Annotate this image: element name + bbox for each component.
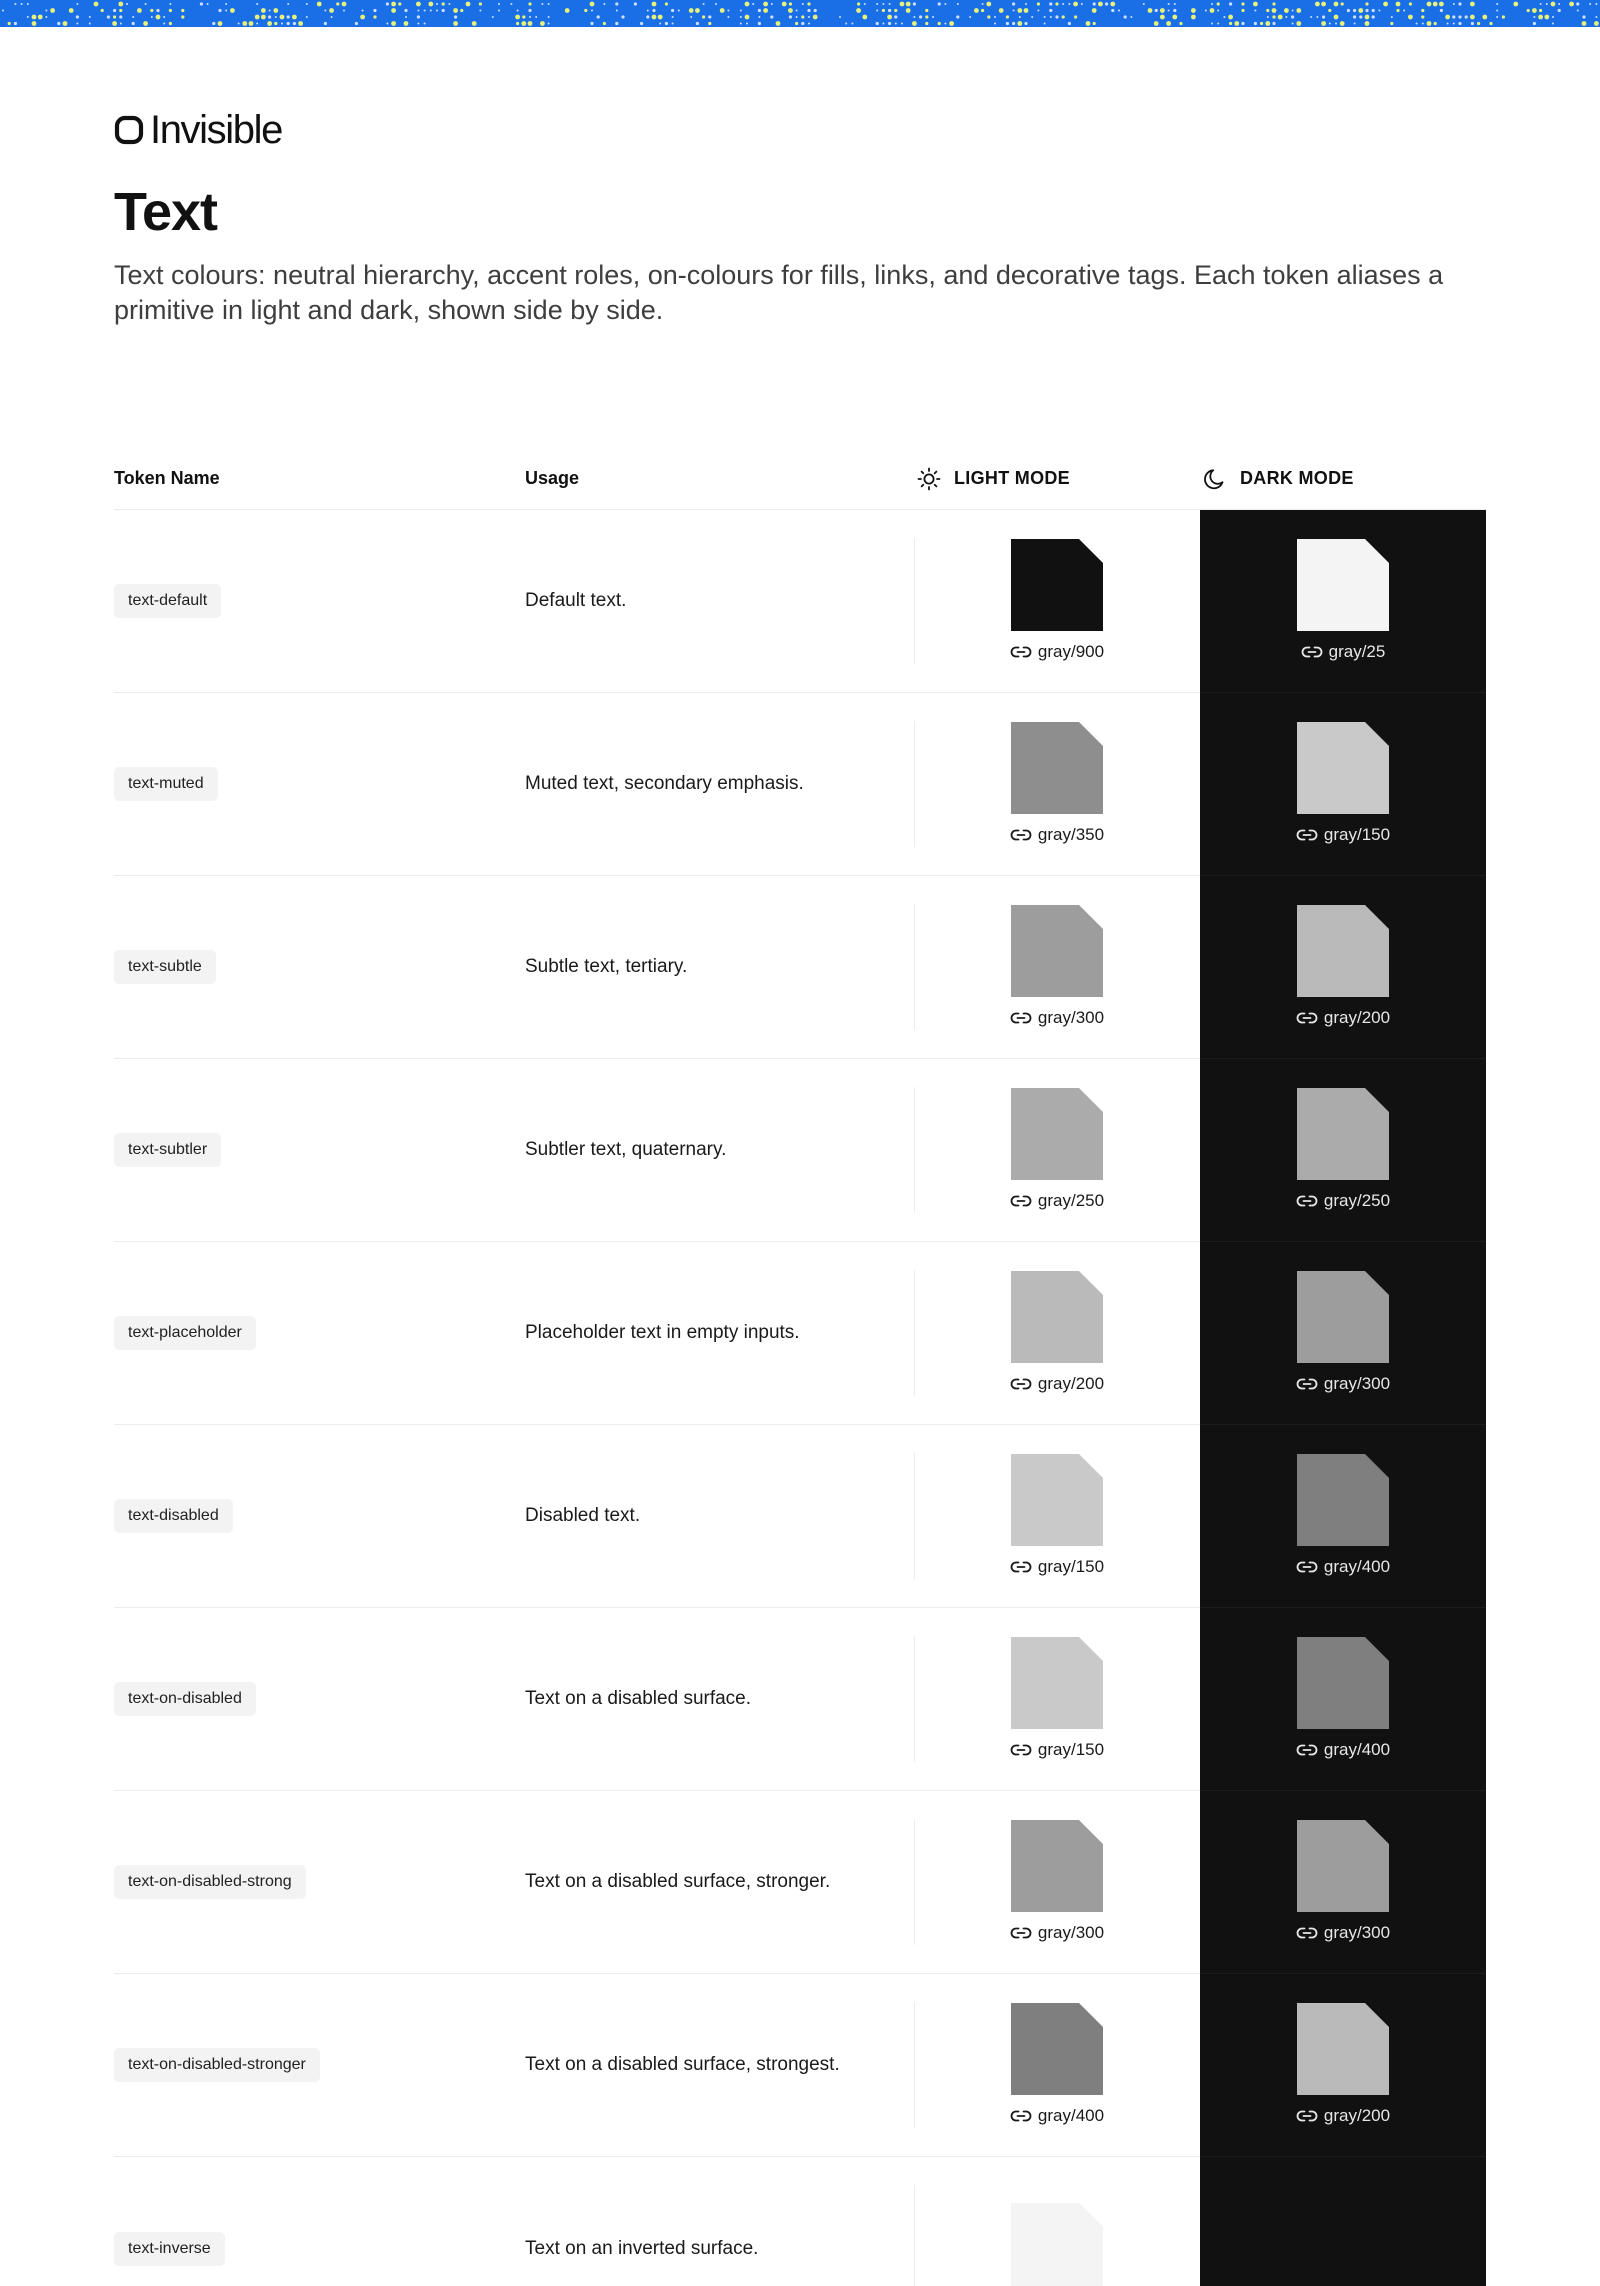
dark-primitive-ref: [1301, 641, 1386, 663]
dark-mode-cell: [1200, 1425, 1486, 1608]
light-primitive-ref: [1010, 1922, 1104, 1944]
link-icon: [1010, 1560, 1032, 1574]
usage-cell: Text on a disabled surface, stronger.: [525, 1871, 831, 1892]
table-row: [114, 1974, 1486, 2157]
dark-swatch: [1297, 1088, 1389, 1180]
token-cell: [114, 1425, 525, 1607]
light-primitive-ref: [1010, 824, 1104, 846]
link-icon: [1010, 1743, 1032, 1757]
light-ref-label: gray/200: [1037, 1374, 1105, 1393]
table-row: [114, 1425, 1486, 1608]
dark-swatch: [1297, 905, 1389, 997]
link-icon: [1301, 645, 1323, 659]
dark-mode-label: DARK MODE: [1240, 468, 1354, 488]
dark-primitive-ref: [1296, 1007, 1390, 1029]
link-icon: [1296, 1011, 1318, 1025]
dark-mode-cell: [1200, 876, 1486, 1059]
table-row: [114, 876, 1486, 1059]
light-mode-cell: [914, 1059, 1200, 1241]
top-banner: [0, 0, 1600, 27]
light-primitive-ref: [1010, 1373, 1104, 1395]
dark-ref-label: gray/25: [1328, 642, 1386, 661]
dark-swatch: [1297, 722, 1389, 814]
usage-cell: Text on a disabled surface.: [525, 1688, 752, 1709]
usage-cell: Text on an inverted surface.: [525, 2237, 759, 2259]
brand-logo: [114, 108, 282, 152]
light-mode-cell: [914, 1974, 1200, 2156]
dark-primitive-ref: [1296, 824, 1390, 846]
dark-swatch: [1297, 2003, 1389, 2095]
light-ref-label: gray/900: [1037, 642, 1105, 661]
link-icon: [1010, 2109, 1032, 2123]
usage-cell: Disabled text.: [525, 1505, 641, 1526]
light-swatch: [1011, 1271, 1103, 1363]
token-name: text-inverse: [114, 2232, 225, 2266]
link-icon: [1010, 1194, 1032, 1208]
table-row: [114, 1242, 1486, 1425]
light-swatch: [1011, 1088, 1103, 1180]
token-cell: [114, 1242, 525, 1424]
light-swatch: [1011, 722, 1103, 814]
dark-primitive-ref: [1296, 1190, 1390, 1212]
token-name: text-placeholder: [114, 1316, 256, 1350]
usage-cell: Default text.: [525, 590, 627, 611]
column-header-dark: [1200, 466, 1486, 492]
token-cell: [114, 1608, 525, 1790]
dark-mode-cell: [1200, 1059, 1486, 1242]
usage-cell: Placeholder text in empty inputs.: [525, 1322, 800, 1343]
light-mode-cell: [914, 2157, 1200, 2286]
token-name: text-on-disabled-stronger: [114, 2048, 320, 2082]
link-icon: [1010, 645, 1032, 659]
link-icon: [1296, 2109, 1318, 2123]
light-mode-cell: [914, 693, 1200, 875]
light-swatch: [1011, 1637, 1103, 1729]
dark-ref-label: gray/250: [1323, 1191, 1391, 1210]
dark-primitive-ref: [1296, 1739, 1390, 1761]
light-ref-label: gray/350: [1037, 825, 1105, 844]
dark-swatch: [1297, 1454, 1389, 1546]
light-mode-cell: [914, 510, 1200, 692]
light-primitive-ref: [1010, 1007, 1104, 1029]
column-header-token: Token Name: [114, 468, 220, 488]
token-name: text-on-disabled: [114, 1682, 256, 1716]
usage-cell: Muted text, secondary emphasis.: [525, 773, 804, 794]
link-icon: [1010, 1377, 1032, 1391]
table-row: [114, 1608, 1486, 1791]
light-primitive-ref: [1010, 2105, 1104, 2127]
page-description: Text colours: neutral hierarchy, accent roles, on-colours for fills, links, and decorative tags. Each token aliases a primitive in light and dark, shown side by side.: [114, 260, 1444, 325]
light-swatch: [1011, 1454, 1103, 1546]
dark-mode-cell: [1200, 1242, 1486, 1425]
dark-primitive-ref: [1296, 2105, 1390, 2127]
token-cell: [114, 1974, 525, 2156]
table-body: [114, 510, 1486, 2286]
token-cell: [114, 1059, 525, 1241]
dark-primitive-ref: [1296, 1922, 1390, 1944]
usage-cell: Text on a disabled surface, strongest.: [525, 2054, 840, 2075]
logo-mark-icon: [114, 115, 144, 145]
light-primitive-ref: [1010, 1739, 1104, 1761]
link-icon: [1296, 828, 1318, 842]
link-icon: [1296, 1743, 1318, 1757]
dark-swatch: [1297, 539, 1389, 631]
dark-ref-label: gray/200: [1323, 2106, 1391, 2125]
light-primitive-ref: [1010, 1190, 1104, 1212]
dark-swatch: [1297, 1271, 1389, 1363]
dark-ref-label: gray/300: [1323, 1923, 1391, 1942]
dark-mode-cell: [1200, 2157, 1486, 2286]
token-cell: [114, 693, 525, 875]
brand-name: Invisible: [150, 108, 282, 152]
sun-icon: [916, 466, 942, 492]
light-swatch: [1011, 905, 1103, 997]
table-row: [114, 1791, 1486, 1974]
light-mode-cell: [914, 876, 1200, 1058]
link-icon: [1296, 1926, 1318, 1940]
light-mode-cell: [914, 1242, 1200, 1424]
token-name: text-on-disabled-strong: [114, 1865, 306, 1899]
dark-ref-label: gray/300: [1323, 1374, 1391, 1393]
light-mode-cell: [914, 1425, 1200, 1607]
dark-mode-cell: [1200, 1791, 1486, 1974]
dark-mode-cell: [1200, 1974, 1486, 2157]
light-swatch: [1011, 2003, 1103, 2095]
usage-cell: Subtle text, tertiary.: [525, 956, 688, 977]
light-ref-label: gray/400: [1037, 2106, 1105, 2125]
token-name: text-muted: [114, 767, 218, 801]
light-swatch: [1011, 2203, 1103, 2286]
light-primitive-ref: [1010, 1556, 1104, 1578]
table-row: [114, 2157, 1486, 2286]
link-icon: [1296, 1377, 1318, 1391]
light-ref-label: gray/150: [1037, 1557, 1105, 1576]
light-ref-label: gray/300: [1037, 1923, 1105, 1942]
token-cell: [114, 1791, 525, 1973]
dark-mode-cell: [1200, 693, 1486, 876]
link-icon: [1010, 1926, 1032, 1940]
moon-icon: [1202, 466, 1228, 492]
dark-mode-cell: [1200, 1608, 1486, 1791]
light-ref-label: gray/150: [1037, 1740, 1105, 1759]
dark-mode-cell: [1200, 510, 1486, 693]
token-cell: [114, 510, 525, 692]
light-ref-label: gray/250: [1037, 1191, 1105, 1210]
link-icon: [1296, 1194, 1318, 1208]
dark-swatch: [1297, 1820, 1389, 1912]
dark-primitive-ref: [1296, 1556, 1390, 1578]
link-icon: [1010, 828, 1032, 842]
light-swatch: [1011, 539, 1103, 631]
dark-ref-label: gray/200: [1323, 1008, 1391, 1027]
dark-ref-label: gray/400: [1323, 1740, 1391, 1759]
link-icon: [1296, 1560, 1318, 1574]
table-row: [114, 510, 1486, 693]
column-header-light: [914, 466, 1200, 492]
dark-ref-label: gray/150: [1323, 825, 1391, 844]
column-header-usage: Usage: [525, 468, 580, 488]
token-name: text-subtle: [114, 950, 216, 984]
light-mode-cell: [914, 1791, 1200, 1973]
token-name: text-subtler: [114, 1133, 221, 1167]
table-row: [114, 693, 1486, 876]
light-mode-label: LIGHT MODE: [954, 468, 1070, 488]
table-row: [114, 1059, 1486, 1242]
light-ref-label: gray/300: [1037, 1008, 1105, 1027]
token-name: text-disabled: [114, 1499, 233, 1533]
dark-primitive-ref: [1296, 1373, 1390, 1395]
dark-ref-label: gray/400: [1323, 1557, 1391, 1576]
token-cell: [114, 876, 525, 1058]
token-cell: [114, 2157, 525, 2286]
light-primitive-ref: [1010, 641, 1104, 663]
dark-swatch: [1297, 1637, 1389, 1729]
table-header: [114, 448, 1486, 510]
token-table: [114, 448, 1486, 2286]
light-swatch: [1011, 1820, 1103, 1912]
page-title: Text: [114, 182, 218, 242]
token-name: text-default: [114, 584, 221, 618]
dot-pattern: [0, 0, 1600, 27]
link-icon: [1010, 1011, 1032, 1025]
usage-cell: Subtler text, quaternary.: [525, 1139, 727, 1160]
light-mode-cell: [914, 1608, 1200, 1790]
